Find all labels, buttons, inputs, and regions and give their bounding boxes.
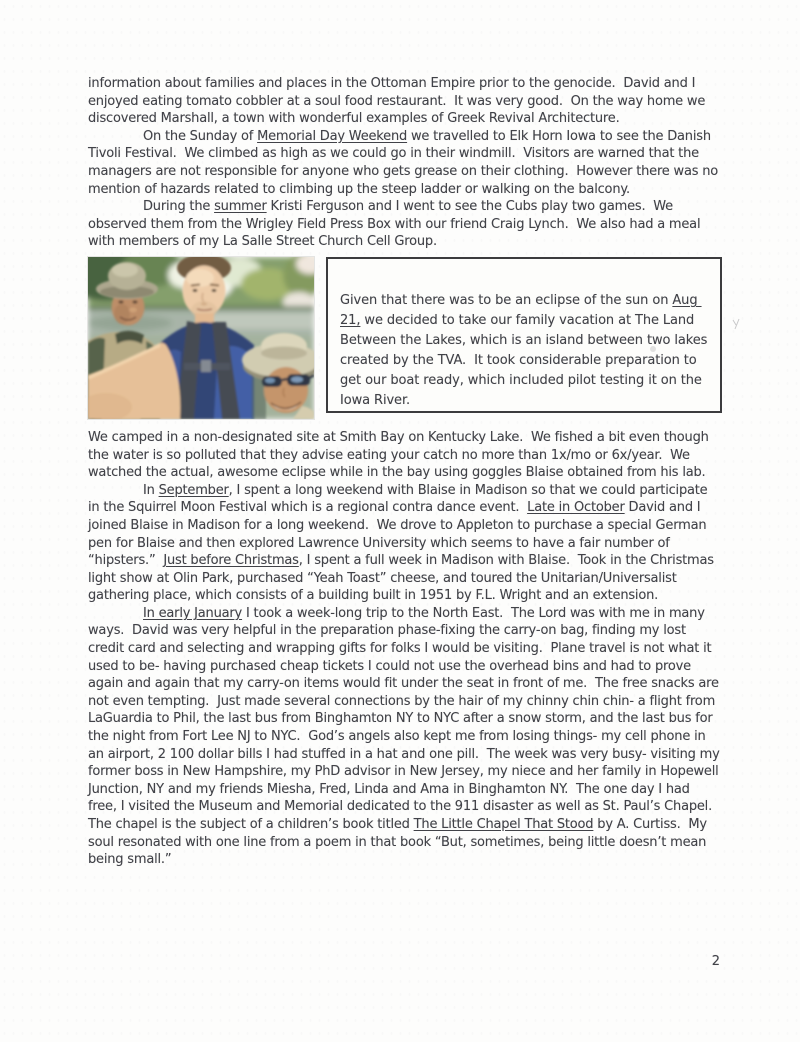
photo-wash-overlay bbox=[88, 257, 314, 419]
text-run: , I spent a long weekend with Blaise in Madison so that we could participate in the Squirrel Moon Festival which is a regional contra dance event. bbox=[88, 482, 712, 516]
text-run: , I spent a full week in Madison with Blaise. Took in the Christmas light show at Olin Park, purchased “Yeah Toast” cheese, and toured the Unitarian/Universalist gathering place, which consists of a building built in 1951 by F.L. Wright and an extension. bbox=[88, 553, 718, 604]
vacation-callout-box bbox=[326, 257, 722, 413]
text-run: I took a week-long trip to the North East. The Lord was with me in many ways. David was very helpful in the preparation phase-fixing the carry-on bag, finding my lost credit card and selecting and wrapping gifts for folks I would be visiting. Plane travel is not what it used to be- having purchased cheap tickets I could not use the overhead bins and had to prove again and again that my carry-on items would fit under the seat in front of me. The free snacks are not even tempting. Just made several connections by the hair of my chinny chin chin- a flight from LaGuardia to Phil, the last bus from Binghamton NY to NYC after a snow storm, and the last bus for the night from Fort Lee NJ to NYC. God’s angels also kept me from losing things- my cell phone in an airport, 2 100 dollar bills I had stuffed in a hat and one pill. The week was very busy- visiting my former boss in New Hampshire, my PhD advisor in New Jersey, my niece and her family in Hopewell Junction, NY and my friends Miesha, Fred, Linda and Ama in Binghamton NY. The one day I had free, I visited the Museum and Memorial dedicated to the 911 disaster as well as St. Paul’s Chapel. The chapel is the subject of a children’s book titled bbox=[88, 605, 724, 832]
paragraph bbox=[88, 482, 722, 605]
page-number: 2 bbox=[711, 954, 720, 969]
selfie-photo-illustration bbox=[88, 257, 314, 419]
photo-and-callout-row bbox=[88, 257, 722, 419]
underlined-phrase: In early January bbox=[143, 605, 243, 621]
text-run: On the Sunday of bbox=[143, 128, 258, 144]
paragraphs-before-photo bbox=[88, 75, 722, 251]
text-run: information about families and places in the Ottoman Empire prior to the genocide. David and I enjoyed eating tomato cobbler at a soul food restaurant. It was very good. On the way home we discovered Marshall, a town with wonderful examples of Greek Revival Architecture. bbox=[88, 76, 710, 127]
underlined-phrase: summer bbox=[214, 199, 267, 215]
scan-artifact bbox=[648, 344, 658, 354]
underlined-phrase: September bbox=[158, 482, 229, 498]
text-run: by A. Curtiss. My soul resonated with one line from a poem in that book “But, sometimes, being little doesn’t mean being small.” bbox=[88, 817, 711, 868]
paragraph bbox=[88, 605, 722, 869]
text-run: We camped in a non-designated site at Smith Bay on Kentucky Lake. We fished a bit even though the water is so polluted that they advise eating your catch no more than 1x/mo or 6x/year. We watched the actual, awesome eclipse while in the bay using goggles Blaise obtained from his lab. bbox=[88, 429, 713, 481]
paragraph bbox=[88, 75, 722, 128]
paragraph bbox=[88, 198, 722, 251]
family-selfie-photo bbox=[88, 257, 314, 419]
text-run: Given that there was to be an eclipse of the sun on bbox=[340, 292, 673, 308]
underlined-phrase: Memorial Day Weekend bbox=[257, 128, 408, 144]
text-run: Kristi Ferguson and I went to see the Cubs play two games. We observed them from the Wrigley Field Press Box with our friend Craig Lynch. We also had a meal with members of my La Salle Street Church Cell Group. bbox=[88, 199, 705, 250]
text-run: we decided to take our family vacation at The Land Between the Lakes, which is an island between two lakes created by the TVA. It took considerable preparation to get our boat ready, which included pilot testing it on the Iowa River. bbox=[340, 312, 712, 408]
text-run: During the bbox=[143, 199, 215, 215]
paragraph bbox=[88, 429, 722, 482]
text-run: we travelled to Elk Horn Iowa to see the Danish Tivoli Festival. We climbed as high as we could go in their windmill. Visitors are warned that the managers are not responsible for anyone who gets grease on their clothing. However there was no mention of hazards related to climbing up the steep ladder or walking on the balcony. bbox=[88, 128, 722, 197]
underlined-phrase: Just before Christmas bbox=[163, 553, 299, 569]
underlined-phrase: The Little Chapel That Stood bbox=[413, 817, 594, 832]
paragraphs-after-photo bbox=[88, 429, 722, 869]
scan-artifact bbox=[731, 318, 741, 330]
text-run: In bbox=[143, 482, 159, 498]
paragraph bbox=[88, 128, 722, 198]
underlined-phrase: Late in October bbox=[527, 500, 625, 516]
text-run: David and I joined Blaise in Madison for a long weekend. We drove to Appleton to purchase a special German pen for Blaise and then explored Lawrence University which seems to have a fair number of “hipsters.” bbox=[88, 500, 711, 569]
letter-body bbox=[88, 75, 722, 869]
underlined-phrase: Aug 21, bbox=[340, 292, 702, 328]
